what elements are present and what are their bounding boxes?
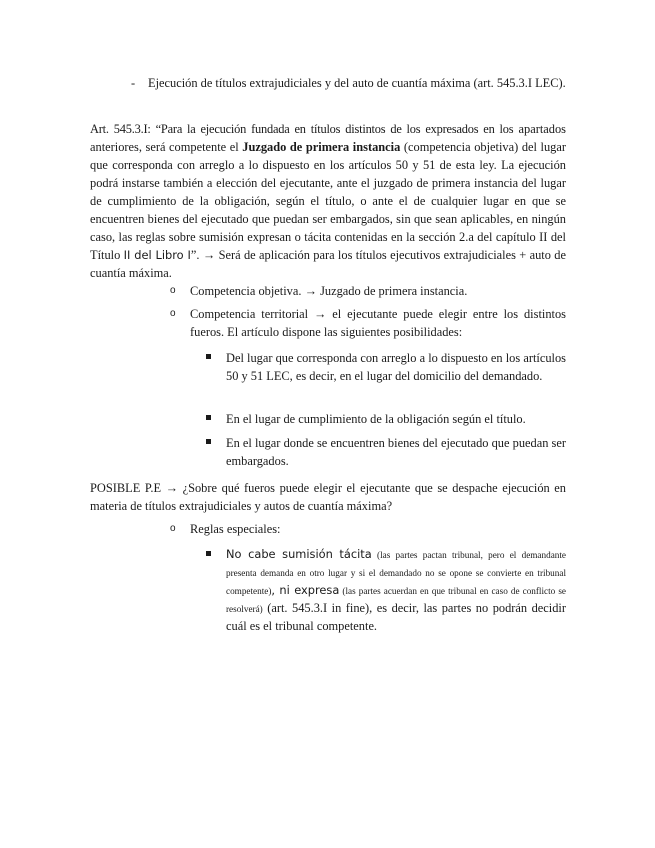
list-item-posibilidad-2: [226, 410, 566, 428]
square-bullet-icon: [206, 354, 211, 359]
article-reference: Art. 545.3.I: “Para la ejecución fundada en títulos distintos de los expresados en los: [90, 122, 514, 136]
sumision-text-a: No cabe sumisión tácita: [226, 547, 372, 561]
list-item-competencia-territorial: [170, 305, 566, 341]
list-item-competencia-objetiva: [170, 282, 570, 300]
list-item-text: Competencia objetiva. → Juzgado de primera instancia.: [190, 284, 468, 298]
list-item-text: En el lugar de cumplimiento de la obligación según el título.: [226, 412, 526, 426]
list-item-reglas-especiales: [170, 520, 566, 538]
dash-marker: -: [131, 76, 136, 90]
article-paragraph: [90, 120, 566, 282]
sumision-text-c: (art. 545.3.I in fine), es decir, las partes no podrán decidir cuál es el tribunal competente.: [226, 601, 566, 633]
list-item-sumision: [226, 546, 566, 635]
list-item-posibilidad-1: [226, 349, 566, 385]
article-text-a: apartados anteriores, será competente el: [90, 122, 566, 154]
list-item-text: Del lugar que corresponda con arreglo a lo dispuesto en los artículos 50 y 51 LEC, es decir, en el lugar del domicilio del demandado.: [226, 351, 566, 383]
square-bullet-icon: [206, 551, 211, 556]
article-text-c: ”. → Será de aplicación para los títulos ejecutivos extrajudiciales + auto de cuantía máxima.: [90, 248, 566, 280]
posible-paragraph: [90, 479, 566, 515]
list-item-text: Competencia territorial → el ejecutante puede elegir entre los distintos fueros. El artículo dispone las siguientes posibilidades:: [190, 307, 566, 339]
article-sans: II del Libro I: [123, 248, 191, 262]
square-bullet-icon: [206, 439, 211, 444]
sumision-small-a: (las partes pactan tribunal, pero el demandante presenta demanda en otro lugar y si el demandado no se opone se convierte en tribunal competente): [226, 550, 567, 596]
square-bullet-icon: [206, 415, 211, 420]
article-text-b: (competencia objetiva) del lugar que corresponda con arreglo a lo dispuesto en los artículos 50 y 51 de esta ley. La ejecución podrá instarse también a elección del ejecutante, ante el juzgado de primera instancia del lugar de cumplimiento de la obligación, según el título, o ante el de cualquier lugar en que se encuentren bienes del ejecutado que puedan ser embargados, sin que sean aplicables, en ningún caso, las reglas sobre sumisión expresan o tácita contenidas en la sección 2.a del capítulo II del Título: [90, 140, 566, 262]
article-bold: Juzgado de primera instancia: [242, 140, 401, 154]
circle-bullet-icon: o: [170, 523, 176, 534]
list-item-text: En el lugar donde se encuentren bienes del ejecutado que puedan ser embargados.: [226, 436, 566, 468]
circle-bullet-icon: o: [170, 285, 176, 296]
circle-bullet-icon: o: [170, 308, 176, 319]
list-item-text: Reglas especiales:: [190, 522, 281, 536]
sumision-text-b: , ni expresa: [271, 583, 340, 597]
sumision-small-b: (las partes acuerdan en que tribunal en caso de conflicto se resolverá): [226, 586, 566, 614]
list-item-dash: [131, 74, 566, 92]
list-item-posibilidad-3: [226, 434, 566, 470]
posible-text: POSIBLE P.E → ¿Sobre qué fueros puede elegir el ejecutante que se despache ejecución en materia de títulos extrajudiciales y autos de cuantía máxima?: [90, 481, 566, 513]
list-item-text: Ejecución de títulos extrajudiciales y del auto de cuantía máxima (art. 545.3.I LEC).: [148, 76, 566, 90]
